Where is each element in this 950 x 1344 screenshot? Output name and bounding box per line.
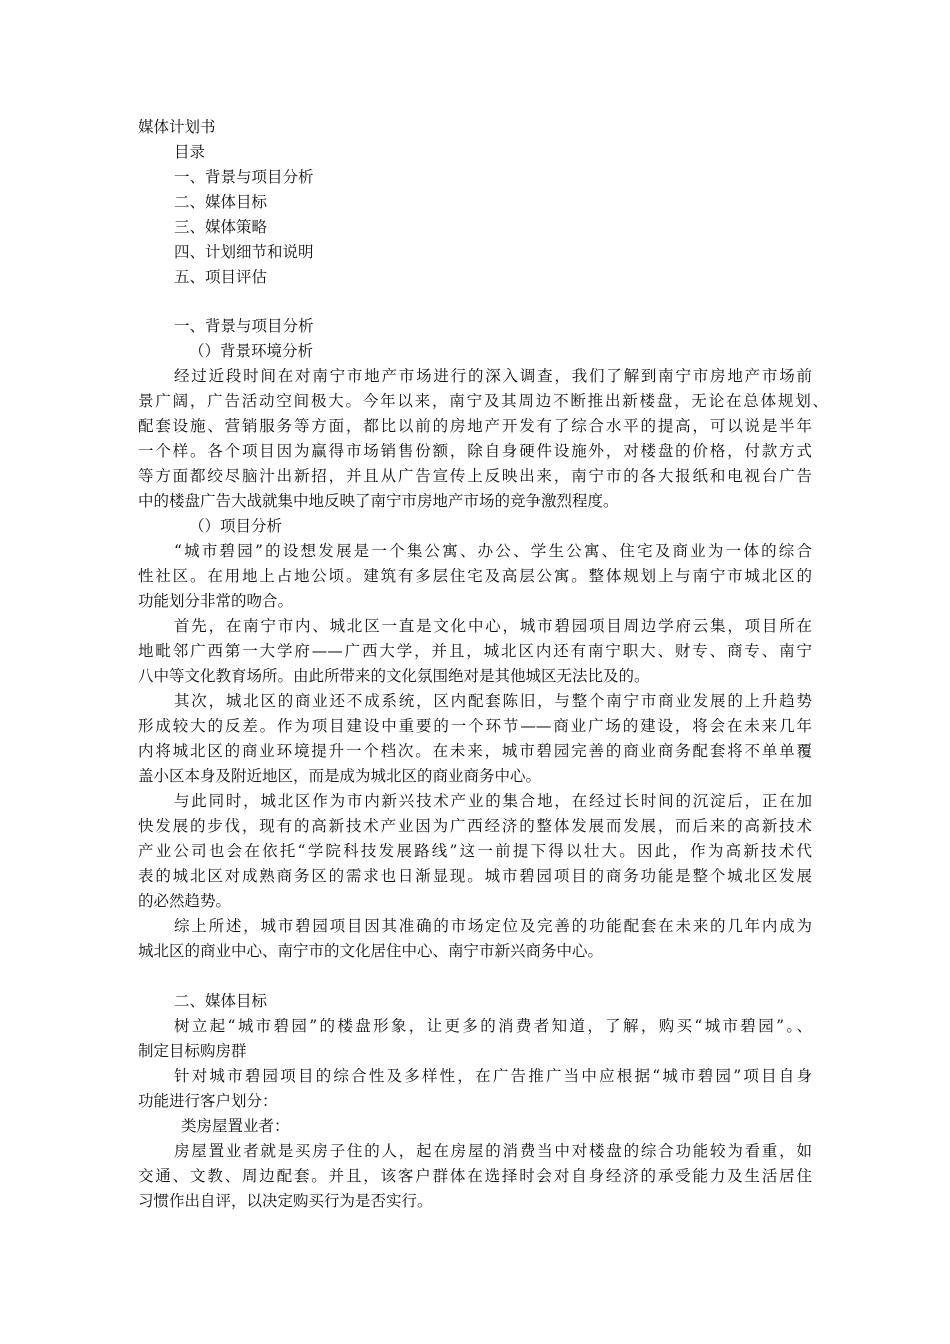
- section-heading: 一、背景与项目分析: [174, 317, 314, 335]
- paragraph-line: 树立起“城市碧园”的楼盘形象，让更多的消费者知道，了解，购买“城市碧园”。、: [174, 1017, 812, 1035]
- paragraph-line: 习惯作出自评，以决定购买行为是否实行。: [138, 1192, 433, 1210]
- paragraph-line: 针对城市碧园项目的综合性及多样性，在广告推广当中应根据“城市碧园”项目自身: [174, 1067, 812, 1085]
- paragraph-line: 快发展的步伐，现有的高新技术产业因为广西经济的整体发展而发展，而后来的高新技术: [138, 817, 812, 835]
- paragraph-line: 功能划分非常的吻合。: [138, 592, 294, 610]
- paragraph-line: 产业公司也会在依托“学院科技发展路线”这一前提下得以壮大。因此，作为高新技术代: [138, 842, 812, 860]
- paragraph-line: 等方面都绞尽脑汁出新招，并且从广告宣传上反映出来，南宁市的各大报纸和电视台广告: [138, 467, 812, 485]
- paragraph-line: 配套设施、营销服务等方面，都比以前的房地产开发有了综合水平的提高，可以说是半年: [138, 417, 812, 435]
- toc-heading: 目录: [174, 143, 206, 161]
- subsection-heading: 类房屋置业者：: [181, 1117, 290, 1135]
- paragraph-line: 经过近段时间在对南宁市地产市场进行的深入调查，我们了解到南宁市房地产市场前: [174, 367, 812, 385]
- paragraph-line: 房屋置业者就是买房子住的人，起在房屋的消费当中对楼盘的综合功能较为看重，如: [174, 1142, 812, 1160]
- paragraph-line: 地毗邻广西第一大学府——广西大学，并且，城北区内还有南宁职大、财专、商专、南宁: [138, 642, 812, 660]
- paragraph-line: 景广阔，广告活动空间极大。今年以来，南宁及其周边不断推出新楼盘，无论在总体规划、: [138, 392, 828, 410]
- paragraph-line: 城北区的商业中心、南宁市的文化居住中心、南宁市新兴商务中心。: [138, 942, 604, 960]
- section-heading: 二、媒体目标: [174, 992, 268, 1010]
- paragraph-line: 形成较大的反差。作为项目建设中重要的一个环节——商业广场的建设，将会在未来几年: [138, 717, 812, 735]
- subsection-heading: （）项目分析: [189, 517, 283, 535]
- toc-item: 四、计划细节和说明: [174, 243, 314, 261]
- paragraph-line: 八中等文化教育场所。由此所带来的文化氛围绝对是其他城区无法比及的。: [138, 667, 650, 685]
- paragraph-line: 性社区。在用地上占地公顷。建筑有多层住宅及高层公寓。整体规划上与南宁市城北区的: [138, 567, 812, 585]
- subsection-heading: （）背景环境分析: [189, 342, 314, 360]
- toc-item: 三、媒体策略: [174, 218, 268, 236]
- paragraph-line: 交通、文教、周边配套。并且，该客户群体在选择时会对自身经济的承受能力及生活居住: [138, 1167, 812, 1185]
- paragraph-line: 首先，在南宁市内、城北区一直是文化中心，城市碧园项目周边学府云集，项目所在: [174, 617, 812, 635]
- paragraph-line: 其次，城北区的商业还不成系统，区内配套陈旧，与整个南宁市商业发展的上升趋势: [174, 692, 812, 710]
- toc-item: 一、背景与项目分析: [174, 168, 314, 186]
- paragraph-line: 制定目标购房群: [138, 1042, 247, 1060]
- paragraph-line: 综上所述，城市碧园项目因其准确的市场定位及完善的功能配套在未来的几年内成为: [174, 917, 812, 935]
- toc-item: 五、项目评估: [174, 268, 268, 286]
- paragraph-line: 功能进行客户划分：: [138, 1092, 278, 1110]
- paragraph-line: 一个样。各个项目因为赢得市场销售份额，除自身硬件设施外，对楼盘的价格，付款方式: [138, 442, 812, 460]
- paragraph-line: 内将城北区的商业环境提升一个档次。在未来，城市碧园完善的商业商务配套将不单单覆: [138, 742, 812, 760]
- paragraph-line: “城市碧园”的设想发展是一个集公寓、办公、学生公寓、住宅及商业为一体的综合: [174, 542, 812, 560]
- paragraph-line: 的必然趋势。: [138, 892, 232, 910]
- paragraph-line: 与此同时，城北区作为市内新兴技术产业的集合地，在经过长时间的沉淀后，正在加: [174, 792, 812, 810]
- toc-item: 二、媒体目标: [174, 193, 268, 211]
- paragraph-line: 表的城北区对成熟商务区的需求也日渐显现。城市碧园项目的商务功能是整个城北区发展: [138, 867, 812, 885]
- document-title: 媒体计划书: [138, 118, 216, 136]
- paragraph-line: 盖小区本身及附近地区，而是成为城北区的商业商务中心。: [138, 767, 542, 785]
- paragraph-line: 中的楼盘广告大战就集中地反映了南宁市房地产市场的竞争激烈程度。: [138, 492, 619, 510]
